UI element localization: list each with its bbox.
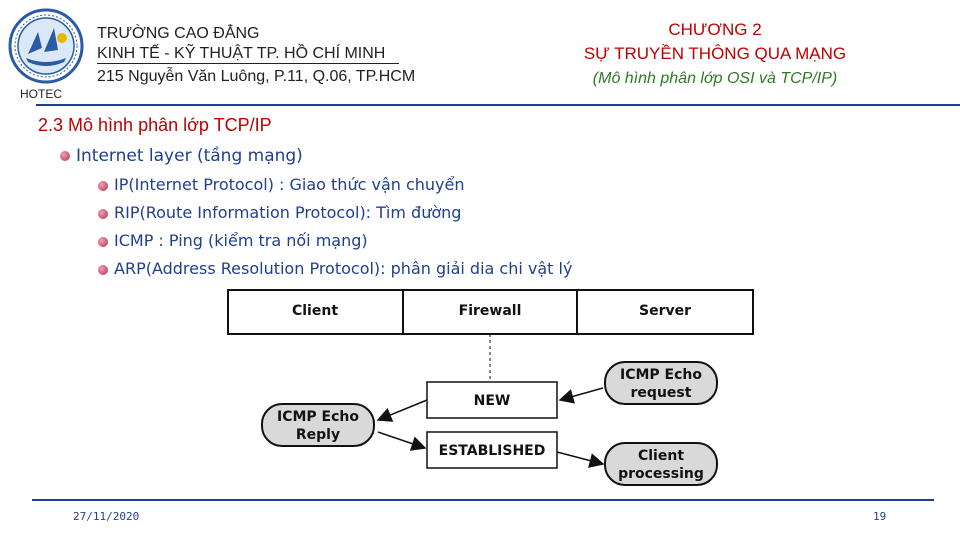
bullet-text: ICMP : Ping (kiểm tra nối mạng) [114,231,368,250]
arrow-reply-to-established [378,432,425,448]
state-established: ESTABLISHED [438,443,546,459]
footer-date: 27/11/2020 [73,510,140,523]
server-node2-line1: Client [637,448,685,464]
page-number: 19 [873,510,887,523]
column-server: Server [638,303,692,319]
chapter-label: CHƯƠNG 2 [668,20,762,39]
state-new: NEW [473,393,511,409]
chapter-subtitle: (Mô hình phân lớp OSI và TCP/IP) [592,70,838,87]
bullet-text: ARP(Address Resolution Protocol): phân giải dia chi vật lý [114,259,573,278]
server-node1-line1: ICMP Echo [620,367,702,383]
bullet-text: IP(Internet Protocol) : Giao thức vận chuyển [114,175,465,194]
logo-caption: HOTEC [20,87,62,101]
bullet-text: RIP(Route Information Protocol): Tìm đường [114,203,462,222]
client-node-line2: Reply [295,427,341,443]
school-address: 215 Nguyễn Văn Luông, P.11, Q.06, TP.HCM [97,68,416,85]
server-node2-line2: processing [618,466,704,482]
bullet-level1-text: Internet layer (tầng mạng) [76,146,303,166]
school-name-line2: KINH TẾ - KỸ THUẬT TP. HỒ CHÍ MINH [97,45,399,64]
chapter-title: SỰ TRUYỀN THÔNG QUA MẠNG [583,44,847,63]
school-name-line1: TRƯỜNG CAO ĐẲNG [97,25,260,42]
client-node-line1: ICMP Echo [277,409,359,425]
arrow-established-to-processing [557,452,603,464]
footer-divider [32,499,934,501]
column-firewall: Firewall [458,303,522,319]
section-title: 2.3 Mô hình phân lớp TCP/IP [38,115,272,135]
server-node1-line2: request [630,385,692,401]
column-client: Client [291,303,339,319]
arrow-new-to-reply [378,400,427,420]
arrow-request-to-new [560,388,603,400]
